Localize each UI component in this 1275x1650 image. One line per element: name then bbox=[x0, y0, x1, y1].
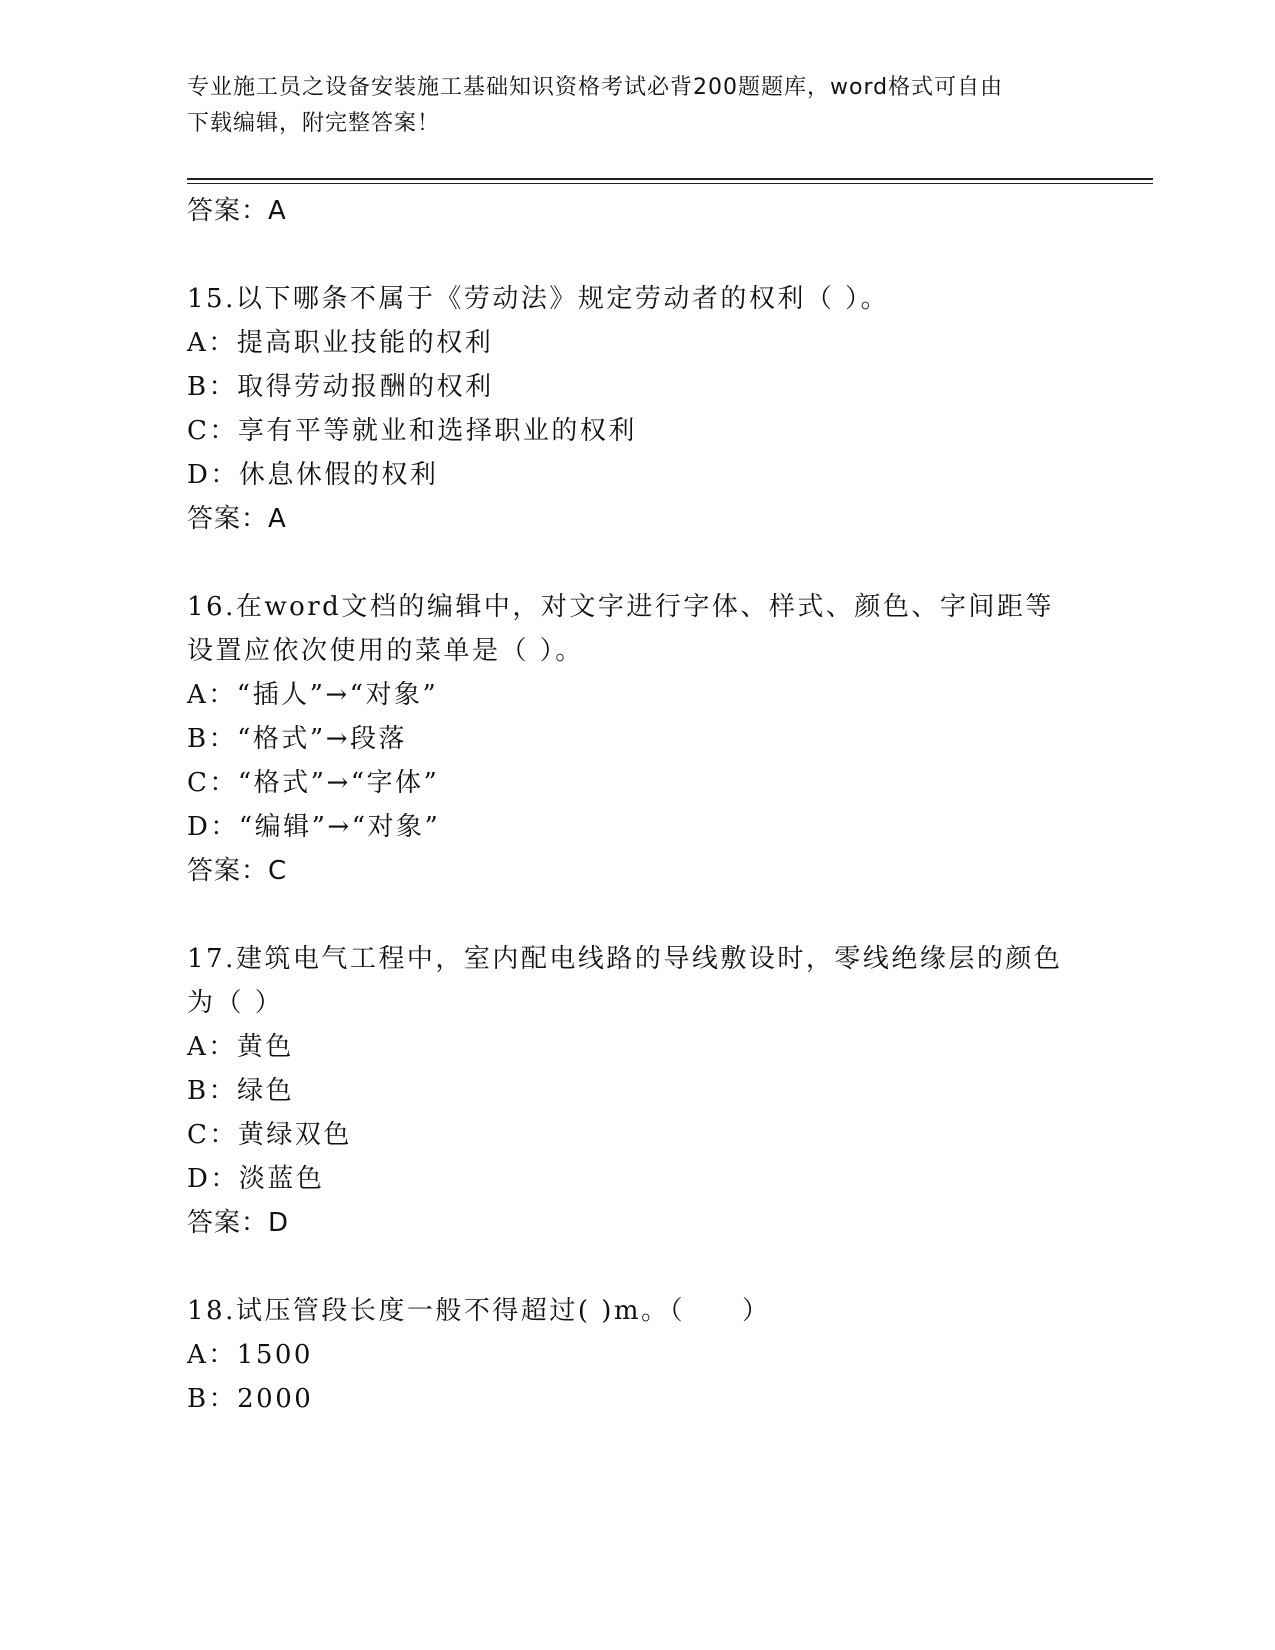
document-header bbox=[187, 70, 1067, 142]
question-17-option-b: B：绿色 bbox=[187, 1076, 295, 1106]
question-17-stem-line-1: 17.建筑电气工程中，室内配电线路的导线敷设时，零线绝缘层的颜色 bbox=[187, 944, 1063, 974]
question-18-stem: 18.试压管段长度一般不得超过( )m。（ ） bbox=[187, 1296, 771, 1326]
answer-16: 答案：C bbox=[187, 856, 288, 886]
header-rule-thin bbox=[187, 183, 1153, 184]
question-16-option-d: D：“编辑”→“对象” bbox=[187, 812, 441, 842]
answer-15: 答案：A bbox=[187, 504, 287, 534]
question-15-option-b: B：取得劳动报酬的权利 bbox=[187, 372, 494, 402]
question-15-option-d: D：休息休假的权利 bbox=[187, 460, 439, 490]
question-15-option-a: A：提高职业技能的权利 bbox=[187, 328, 494, 358]
question-17-option-d: D：淡蓝色 bbox=[187, 1164, 325, 1194]
header-line-2: 下载编辑，附完整答案！ bbox=[187, 111, 441, 136]
header-line-1: 专业施工员之设备安装施工基础知识资格考试必背200题题库，word格式可自由 bbox=[187, 75, 1004, 100]
question-16-option-a: A：“插人”→“对象” bbox=[187, 680, 439, 710]
question-16-stem-line-1: 16.在word文档的编辑中，对文字进行字体、样式、颜色、字间距等 bbox=[187, 592, 1054, 622]
question-17-option-c: C：黄绿双色 bbox=[187, 1120, 352, 1150]
question-16-stem-line-2: 设置应依次使用的菜单是（ ）。 bbox=[187, 636, 584, 666]
question-18-option-b: B：2000 bbox=[187, 1384, 314, 1414]
question-17-option-a: A：黄色 bbox=[187, 1032, 294, 1062]
question-15-option-c: C：享有平等就业和选择职业的权利 bbox=[187, 416, 637, 446]
answer-17: 答案：D bbox=[187, 1208, 290, 1238]
question-15-stem: 15.以下哪条不属于《劳动法》规定劳动者的权利（ ）。 bbox=[187, 284, 890, 314]
header-rule-thick bbox=[187, 178, 1153, 180]
question-17-stem-line-2: 为（ ） bbox=[187, 988, 284, 1018]
answer-14: 答案：A bbox=[187, 196, 287, 226]
question-16-option-b: B：“格式”→段落 bbox=[187, 724, 407, 754]
question-16-option-c: C：“格式”→“字体” bbox=[187, 768, 440, 798]
question-18-option-a: A：1500 bbox=[187, 1340, 313, 1370]
